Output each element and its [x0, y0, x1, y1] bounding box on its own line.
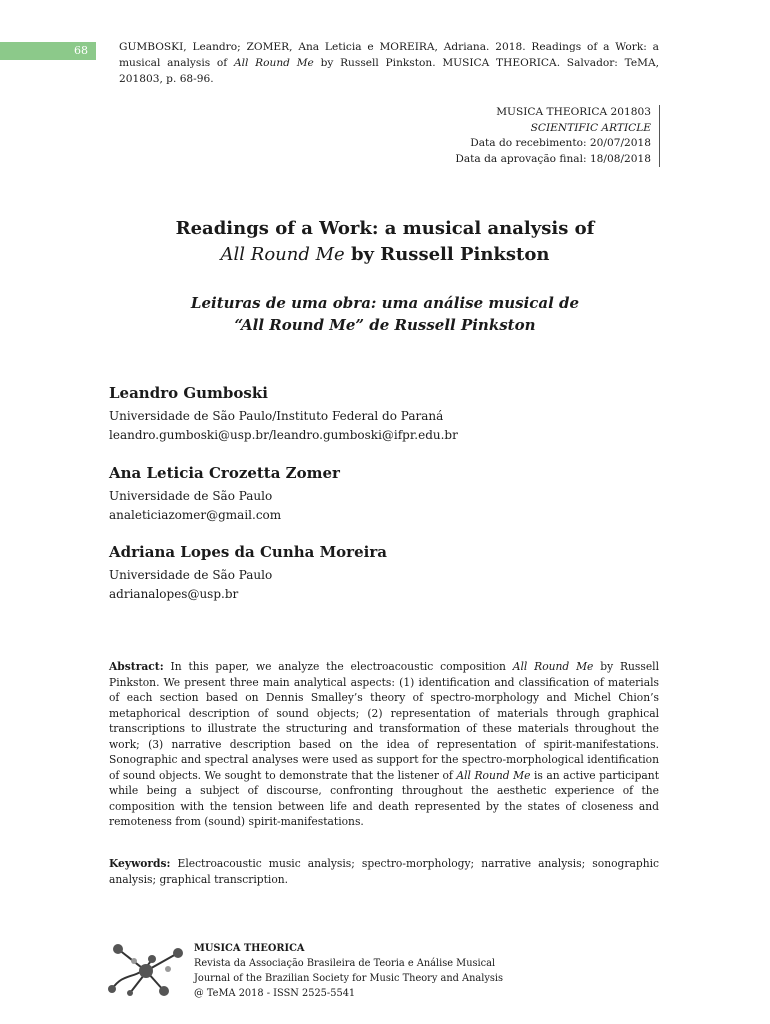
title-portuguese: Leituras de uma obra: uma análise musical de “All Round Me” de Russell Pinkston [190, 294, 580, 334]
author-affiliation: Universidade de São Paulo [109, 568, 273, 582]
author-email: leandro.gumboski@usp.br/leandro.gumboski@ifpr.edu.br [109, 428, 458, 442]
author-1 [109, 383, 669, 445]
footer-journal: MUSICA THEORICA [194, 943, 305, 954]
author-email: adrianalopes@usp.br [109, 587, 239, 601]
author-affiliation: Universidade de São Paulo [109, 489, 273, 503]
footer-line: @ TeMA 2018 - ISSN 2525-5541 [194, 988, 356, 999]
abstract-label: Abstract: [109, 660, 164, 673]
journal-issue: MUSICA THEORICA 201803 [496, 106, 651, 118]
article-info [455, 105, 660, 167]
footer-line: Journal of the Brazilian Society for Music Theory and Analysis [194, 973, 504, 984]
page-number: 68 [0, 42, 96, 60]
footer-line: Revista da Associação Brasileira de Teoria e Análise Musical [194, 958, 496, 969]
article-type: SCIENTIFIC ARTICLE [530, 121, 651, 134]
journal-logo-icon [108, 939, 188, 997]
author-name: Leandro Gumboski [109, 384, 268, 402]
author-2 [109, 463, 669, 525]
title-english: Readings of a Work: a musical analysis of All Round Me by Russell Pinkston [175, 218, 595, 265]
author-3 [109, 542, 669, 604]
citation: GUMBOSKI, Leandro; ZOMER, Ana Leticia e MOREIRA, Adriana. 2018. Readings of a Work: a musical analysis of All Round Me by Russell Pinkston. MUSICA THEORICA. Salvador: TeMA, 201803, p. 68-96. [119, 41, 659, 85]
footer [194, 941, 503, 1001]
keywords: Keywords: Electroacoustic music analysis; spectro-morphology; narrative analysis; sonographic analysis; graphical transcription. [109, 857, 659, 886]
author-name: Ana Leticia Crozetta Zomer [109, 464, 340, 482]
author-affiliation: Universidade de São Paulo/Instituto Federal do Paraná [109, 409, 444, 423]
abstract: Abstract: In this paper, we analyze the electroacoustic composition All Round Me by Russell Pinkston. We present three main analytical aspects: (1) identification and classification of materials of each section based on Dennis Smalley’s theory of spectro-morphology and Michel Chion’s metaphorical description of sound objects; (2) representation of materials through graphical transcriptions to illustrate the structuring and transformation of these materials throughout the work; (3) narrative description based on the idea of representation of spirit-manifestations. Sonographic and spectral analyses were used as support for the spectro-morphological identification of sound objects. We sought to demonstrate that the listener of All Round Me is an active participant while being a subject of discourse, confronting throughout the aesthetic experience of the composition with the tension between life and death represented by the states of closeness and remoteness from (sound) spirit-manifestations. [109, 660, 660, 828]
received-date: Data do recebimento: 20/07/2018 [470, 137, 651, 149]
keywords-label: Keywords: [109, 857, 171, 870]
author-name: Adriana Lopes da Cunha Moreira [109, 543, 387, 561]
approved-date: Data da aprovação final: 18/08/2018 [455, 152, 651, 165]
author-email: analeticiazomer@gmail.com [109, 508, 282, 522]
